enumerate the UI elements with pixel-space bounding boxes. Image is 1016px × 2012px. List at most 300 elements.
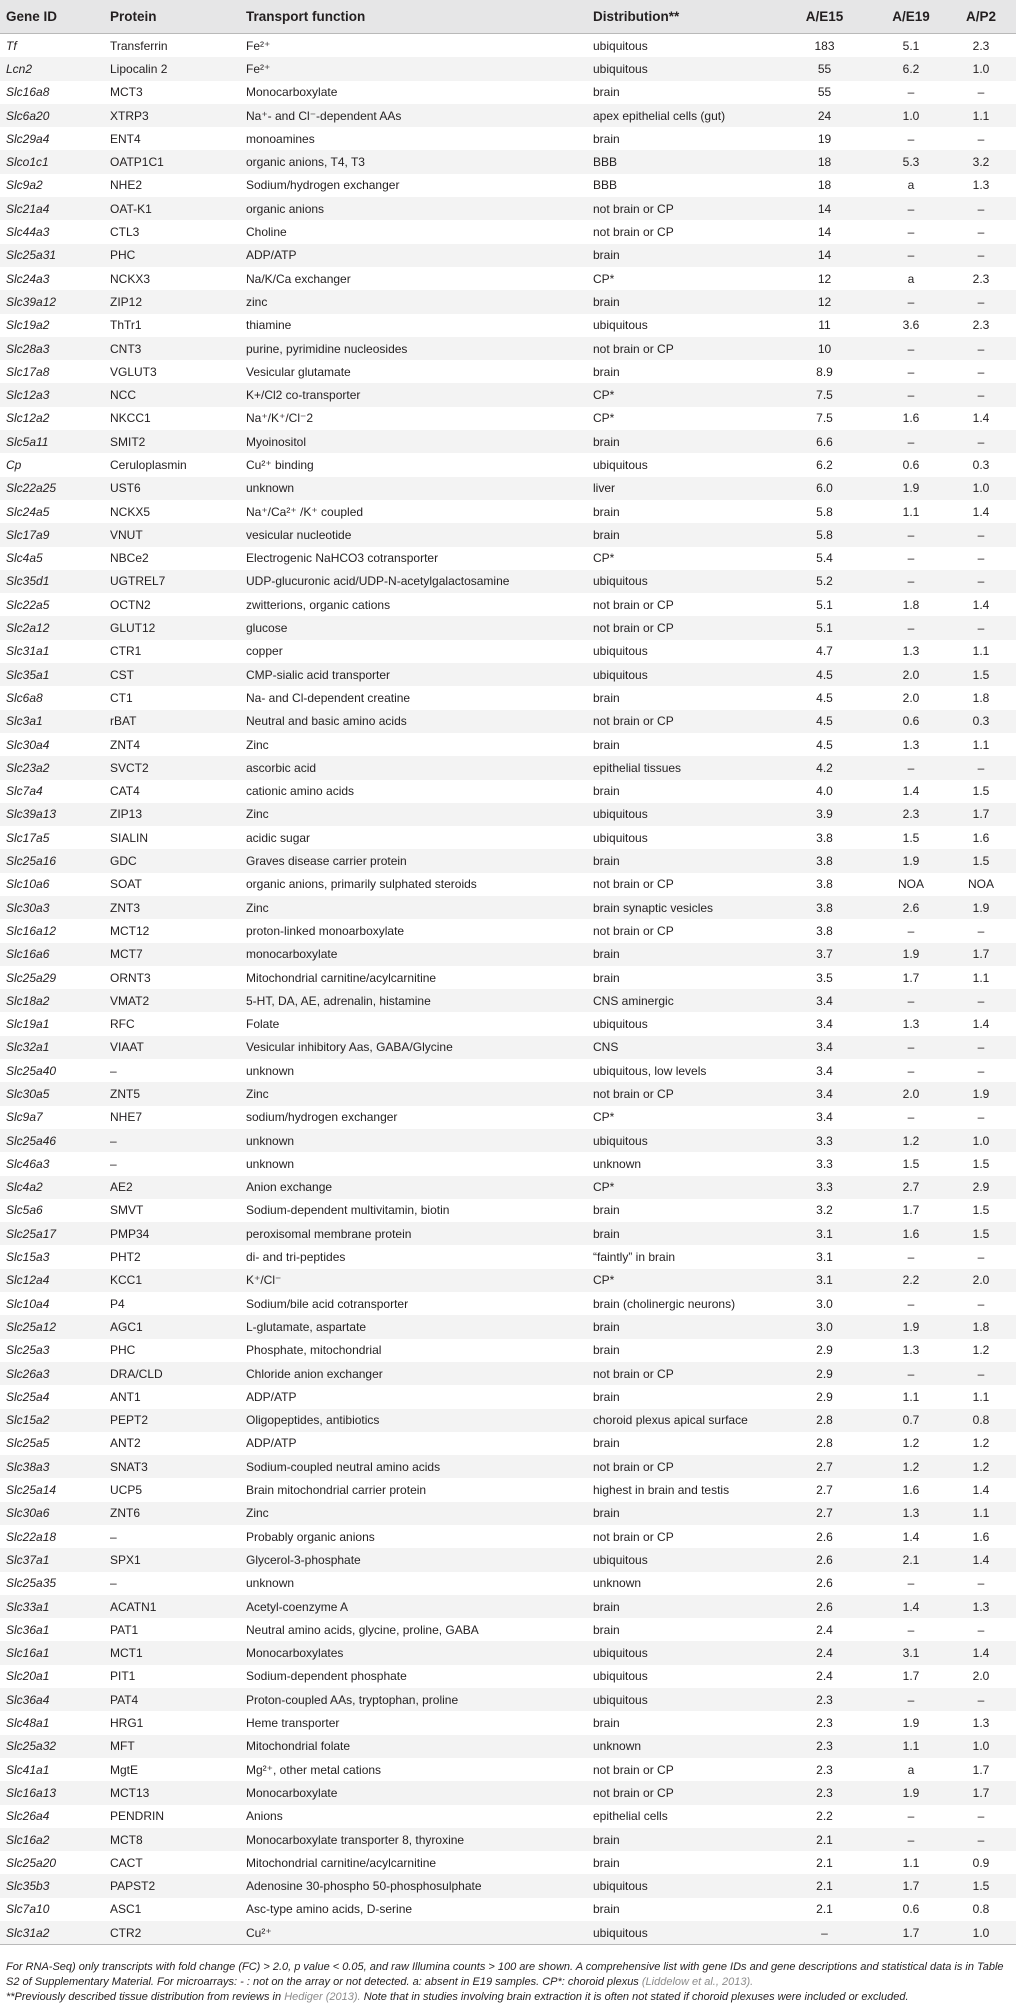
gene-id-cell: Slc44a3 bbox=[6, 225, 50, 240]
a-p2-cell: – bbox=[977, 1296, 985, 1311]
gene-id-cell: Slc46a3 bbox=[6, 1156, 50, 1171]
table-row bbox=[0, 244, 1016, 267]
transport-function-cell: monocarboxylate bbox=[246, 943, 593, 966]
transport-function-cell: Brain mitochondrial carrier protein bbox=[246, 1483, 427, 1498]
gene-id-cell: Slc29a4 bbox=[6, 131, 50, 146]
protein-cell: PAT1 bbox=[110, 1622, 139, 1637]
a-e15-cell: 14 bbox=[773, 197, 876, 220]
protein-cell: PAPST2 bbox=[110, 1874, 246, 1897]
gene-id-cell: Slc20a1 bbox=[6, 1669, 50, 1684]
gene-id-cell: Slc3a1 bbox=[0, 710, 110, 733]
table-row bbox=[0, 616, 1016, 639]
a-e19-cell: – bbox=[876, 570, 946, 593]
table-header bbox=[0, 0, 1016, 34]
protein-cell: GDC bbox=[110, 849, 246, 872]
a-e19-cell: 0.6 bbox=[902, 457, 920, 472]
a-p2-cell: 1.1 bbox=[972, 737, 990, 752]
table-row bbox=[0, 1036, 1016, 1059]
protein-cell: ENT4 bbox=[110, 131, 141, 146]
transport-function-cell: ADP/ATP bbox=[246, 244, 593, 267]
a-e15-cell: 55 bbox=[773, 57, 876, 80]
distribution-cell: CNS bbox=[593, 1036, 773, 1059]
a-e19-cell: 0.6 bbox=[876, 710, 946, 733]
a-e19-cell: 1.1 bbox=[902, 1389, 920, 1404]
distribution-cell: not brain or CP bbox=[593, 337, 773, 360]
a-e15-cell: 6.2 bbox=[816, 457, 833, 472]
a-e15-cell: 3.8 bbox=[816, 877, 833, 892]
a-e19-cell: 1.7 bbox=[902, 1203, 920, 1218]
table-row bbox=[0, 220, 1016, 243]
table-row bbox=[0, 989, 1016, 1012]
protein-cell: RFC bbox=[110, 1017, 135, 1032]
transport-function-cell: Zinc bbox=[246, 896, 593, 919]
a-e15-cell: 3.4 bbox=[816, 1110, 833, 1125]
header-gene-id: Gene ID bbox=[0, 0, 110, 34]
a-e19-cell: – bbox=[907, 364, 915, 379]
a-p2-cell: – bbox=[946, 1362, 1016, 1385]
transport-function-cell: organic anions, T4, T3 bbox=[246, 150, 593, 173]
protein-cell: ZNT4 bbox=[110, 737, 140, 752]
distribution-cell: ubiquitous bbox=[593, 38, 648, 53]
header-a-p2: A/P2 bbox=[946, 0, 1016, 34]
a-e15-cell: 3.1 bbox=[773, 1269, 876, 1292]
table-row bbox=[0, 1595, 1016, 1618]
a-e19-cell: 1.1 bbox=[902, 504, 920, 519]
table-row bbox=[0, 1874, 1016, 1897]
a-e15-cell: 2.3 bbox=[773, 1735, 876, 1758]
protein-cell: UGTREL7 bbox=[110, 570, 246, 593]
transport-function-cell: 5-HT, DA, AE, adrenalin, histamine bbox=[246, 989, 593, 1012]
footnote-2-ref[interactable]: Hediger (2013). bbox=[284, 1991, 361, 2003]
gene-id-cell: Slc19a1 bbox=[6, 1017, 50, 1032]
gene-id-cell: Slc7a10 bbox=[6, 1902, 50, 1917]
distribution-cell: ubiquitous bbox=[593, 457, 648, 472]
a-e19-cell: – bbox=[907, 551, 915, 566]
protein-cell: ACATN1 bbox=[110, 1595, 246, 1618]
gene-id-cell: Slc16a2 bbox=[0, 1828, 110, 1851]
distribution-cell: not brain or CP bbox=[593, 877, 674, 892]
a-p2-cell: 1.2 bbox=[972, 1436, 990, 1451]
a-e15-cell: 2.3 bbox=[773, 1781, 876, 1804]
a-e15-cell: 7.5 bbox=[816, 411, 833, 426]
a-p2-cell: 0.3 bbox=[972, 457, 990, 472]
table-row bbox=[0, 477, 1016, 500]
distribution-cell: ubiquitous bbox=[593, 1548, 773, 1571]
distribution-cell: not brain or CP bbox=[593, 1529, 674, 1544]
gene-id-cell: Slc21a4 bbox=[0, 197, 110, 220]
a-e19-cell: – bbox=[876, 616, 946, 639]
protein-cell: ZIP12 bbox=[110, 290, 246, 313]
table-row bbox=[0, 873, 1016, 896]
footnote-2-text: **Previously described tissue distribution from reviews in bbox=[6, 1991, 282, 2003]
a-p2-cell: 1.8 bbox=[972, 690, 990, 705]
transport-function-cell: Sodium/bile acid cotransporter bbox=[246, 1296, 409, 1311]
transport-function-cell: Graves disease carrier protein bbox=[246, 849, 593, 872]
distribution-cell: brain bbox=[593, 849, 773, 872]
a-p2-cell: – bbox=[946, 1828, 1016, 1851]
a-e19-cell: 1.4 bbox=[902, 784, 920, 799]
a-e19-cell: – bbox=[876, 430, 946, 453]
a-e19-cell: 1.9 bbox=[902, 1716, 920, 1731]
a-e19-cell: – bbox=[907, 1622, 915, 1637]
protein-cell: CACT bbox=[110, 1855, 143, 1870]
a-e19-cell: 1.3 bbox=[902, 1343, 920, 1358]
a-e15-cell: 19 bbox=[817, 131, 832, 146]
a-e15-cell: 2.7 bbox=[816, 1483, 833, 1498]
a-e15-cell: 2.7 bbox=[773, 1502, 876, 1525]
protein-cell: ASC1 bbox=[110, 1902, 142, 1917]
a-p2-cell: 1.2 bbox=[972, 1343, 990, 1358]
transport-function-cell: Proton-coupled AAs, tryptophan, proline bbox=[246, 1688, 593, 1711]
gene-id-cell: Slc15a3 bbox=[6, 1250, 50, 1265]
gene-id-cell: Slc9a7 bbox=[6, 1110, 43, 1125]
a-e15-cell: 3.8 bbox=[773, 896, 876, 919]
table-row bbox=[0, 733, 1016, 756]
a-e15-cell: 4.5 bbox=[816, 690, 833, 705]
a-p2-cell: 1.4 bbox=[972, 1483, 990, 1498]
distribution-cell: CP* bbox=[593, 1269, 773, 1292]
transport-function-cell: UDP-glucuronic acid/UDP-N-acetylgalactosamine bbox=[246, 570, 593, 593]
protein-cell: Transferrin bbox=[110, 38, 168, 53]
a-e15-cell: 5.2 bbox=[773, 570, 876, 593]
distribution-cell: CP* bbox=[593, 551, 615, 566]
a-e15-cell: 2.1 bbox=[816, 1855, 833, 1870]
a-e19-cell: 0.6 bbox=[902, 1902, 920, 1917]
a-e15-cell: 3.1 bbox=[816, 1250, 833, 1265]
a-e15-cell: 3.5 bbox=[816, 970, 833, 985]
a-e19-cell: 1.7 bbox=[876, 1874, 946, 1897]
a-e15-cell: 3.4 bbox=[773, 1082, 876, 1105]
protein-cell: UCP5 bbox=[110, 1483, 143, 1498]
protein-cell: NCKX5 bbox=[110, 504, 151, 519]
a-e19-cell: – bbox=[907, 1296, 915, 1311]
transport-function-cell: zwitterions, organic cations bbox=[246, 597, 391, 612]
protein-cell: NCC bbox=[110, 383, 246, 406]
table-row bbox=[0, 1641, 1016, 1664]
gene-id-cell: Slc25a14 bbox=[6, 1483, 57, 1498]
a-p2-cell: 2.3 bbox=[972, 271, 990, 286]
gene-id-cell: Slc25a4 bbox=[6, 1389, 50, 1404]
table-row bbox=[0, 407, 1016, 430]
a-e19-cell: 1.9 bbox=[876, 849, 946, 872]
table-row bbox=[0, 314, 1016, 337]
a-e15-cell: 3.8 bbox=[773, 849, 876, 872]
protein-cell: SOAT bbox=[110, 877, 142, 892]
protein-cell: MCT12 bbox=[110, 923, 150, 938]
a-p2-cell: – bbox=[946, 337, 1016, 360]
gene-id-cell: Slc30a6 bbox=[0, 1502, 110, 1525]
distribution-cell: not brain or CP bbox=[593, 923, 674, 938]
protein-cell: ANT1 bbox=[110, 1389, 141, 1404]
table-row bbox=[0, 1525, 1016, 1548]
a-p2-cell: – bbox=[977, 1110, 985, 1125]
a-e15-cell: 4.0 bbox=[816, 784, 833, 799]
protein-cell: CTR2 bbox=[110, 1921, 246, 1945]
gene-id-cell: Slc22a25 bbox=[0, 477, 110, 500]
a-e19-cell: – bbox=[876, 1362, 946, 1385]
a-e19-cell: 2.0 bbox=[876, 663, 946, 686]
a-e19-cell: 1.3 bbox=[902, 737, 920, 752]
protein-cell: OCTN2 bbox=[110, 597, 151, 612]
transport-function-cell: Myoinositol bbox=[246, 430, 593, 453]
distribution-cell: brain bbox=[593, 131, 620, 146]
gene-id-cell: Slc10a4 bbox=[6, 1296, 50, 1311]
gene-id-cell: Slc5a6 bbox=[6, 1203, 43, 1218]
gene-id-cell: Slc25a46 bbox=[0, 1129, 110, 1152]
transport-function-cell: Na⁺/Ca²⁺ /K⁺ coupled bbox=[246, 504, 364, 519]
a-e19-cell: – bbox=[876, 756, 946, 779]
gene-id-cell: Slc26a4 bbox=[6, 1809, 50, 1824]
a-e19-cell: 2.0 bbox=[876, 1082, 946, 1105]
distribution-cell: brain bbox=[593, 85, 620, 100]
protein-cell: PMP34 bbox=[110, 1222, 246, 1245]
a-e15-cell: 18 bbox=[817, 178, 832, 193]
transport-function-cell: unknown bbox=[246, 1063, 295, 1078]
gene-id-cell: Slc39a13 bbox=[0, 803, 110, 826]
distribution-cell: unknown bbox=[593, 1576, 642, 1591]
protein-cell: PHC bbox=[110, 1343, 136, 1358]
table-row bbox=[0, 1315, 1016, 1338]
a-e19-cell: – bbox=[907, 923, 915, 938]
table-row bbox=[0, 593, 1016, 616]
protein-cell: AE2 bbox=[110, 1176, 246, 1199]
gene-id-cell: Slc33a1 bbox=[0, 1595, 110, 1618]
a-e15-cell: 5.4 bbox=[816, 551, 833, 566]
table-row bbox=[0, 1292, 1016, 1315]
table-row bbox=[0, 1711, 1016, 1734]
distribution-cell: ubiquitous bbox=[593, 570, 773, 593]
a-e19-cell: 1.7 bbox=[902, 970, 920, 985]
distribution-cell: brain bbox=[593, 1622, 620, 1637]
a-p2-cell: 2.9 bbox=[946, 1176, 1016, 1199]
distribution-cell: brain bbox=[593, 504, 620, 519]
gene-id-cell: Slc36a1 bbox=[6, 1622, 50, 1637]
transport-function-cell: monoamines bbox=[246, 131, 315, 146]
table-row bbox=[0, 500, 1016, 523]
protein-cell: VMAT2 bbox=[110, 989, 246, 1012]
gene-id-cell: Slc16a13 bbox=[0, 1781, 110, 1804]
a-e19-cell: – bbox=[907, 1809, 915, 1824]
a-e19-cell: – bbox=[907, 1063, 915, 1078]
distribution-cell: highest in brain and testis bbox=[593, 1483, 730, 1498]
transport-function-cell: Neutral amino acids, glycine, proline, GABA bbox=[246, 1622, 479, 1637]
gene-id-cell: Slc41a1 bbox=[6, 1762, 50, 1777]
a-e15-cell: 3.0 bbox=[816, 1296, 833, 1311]
a-e19-cell: 1.4 bbox=[902, 1529, 920, 1544]
table-row bbox=[0, 1921, 1016, 1945]
gene-id-cell: Slc15a2 bbox=[0, 1409, 110, 1432]
transport-function-cell: vesicular nucleotide bbox=[246, 523, 593, 546]
protein-cell: ANT2 bbox=[110, 1436, 141, 1451]
gene-id-cell: Slc6a20 bbox=[0, 104, 110, 127]
table-footnotes bbox=[6, 1960, 1010, 2005]
protein-cell: ZNT3 bbox=[110, 896, 246, 919]
table-row bbox=[0, 1059, 1016, 1082]
gene-id-cell: Slc17a8 bbox=[6, 364, 50, 379]
a-p2-cell: 1.7 bbox=[946, 803, 1016, 826]
distribution-cell: choroid plexus apical surface bbox=[593, 1409, 773, 1432]
distribution-cell: brain bbox=[593, 1855, 620, 1870]
a-p2-cell: 1.1 bbox=[972, 644, 990, 659]
table-row bbox=[0, 756, 1016, 779]
distribution-cell: brain bbox=[593, 784, 620, 799]
gene-id-cell: Slc25a12 bbox=[0, 1315, 110, 1338]
a-e19-cell: 2.1 bbox=[876, 1548, 946, 1571]
gene-id-cell: Slc25a20 bbox=[6, 1855, 57, 1870]
distribution-cell: liver bbox=[593, 477, 773, 500]
a-e15-cell: 2.3 bbox=[816, 1716, 833, 1731]
a-e19-cell: – bbox=[876, 197, 946, 220]
a-e15-cell: 3.7 bbox=[773, 943, 876, 966]
table-row bbox=[0, 150, 1016, 173]
footnote-1-ref[interactable]: (Liddelow et al., 2013). bbox=[641, 1976, 754, 1988]
gene-id-cell: Slc25a40 bbox=[6, 1063, 57, 1078]
distribution-cell: brain bbox=[593, 1828, 773, 1851]
a-e19-cell: – bbox=[907, 131, 915, 146]
a-e15-cell: 183 bbox=[814, 38, 835, 53]
protein-cell: PEPT2 bbox=[110, 1409, 246, 1432]
distribution-cell: brain bbox=[593, 1389, 620, 1404]
protein-cell: SMVT bbox=[110, 1203, 144, 1218]
gene-id-cell: Slc4a5 bbox=[6, 551, 43, 566]
transport-function-cell: unknown bbox=[246, 1129, 593, 1152]
gene-id-cell: Slc24a3 bbox=[6, 271, 50, 286]
distribution-cell: CP* bbox=[593, 1176, 773, 1199]
table-row bbox=[0, 81, 1016, 104]
a-p2-cell: – bbox=[977, 1809, 985, 1824]
a-p2-cell: 1.0 bbox=[946, 477, 1016, 500]
table-row bbox=[0, 1665, 1016, 1688]
transport-function-cell: Heme transporter bbox=[246, 1716, 340, 1731]
distribution-cell: brain bbox=[593, 1436, 620, 1451]
a-p2-cell: 1.7 bbox=[946, 1781, 1016, 1804]
distribution-cell: BBB bbox=[593, 178, 618, 193]
gene-id-cell: Slc16a6 bbox=[0, 943, 110, 966]
a-e19-cell: NOA bbox=[897, 877, 924, 892]
table-row bbox=[0, 803, 1016, 826]
protein-cell: PAT4 bbox=[110, 1688, 246, 1711]
transport-function-cell: thiamine bbox=[246, 318, 292, 333]
table-row bbox=[0, 1455, 1016, 1478]
distribution-cell: not brain or CP bbox=[593, 1455, 773, 1478]
table-row bbox=[0, 1106, 1016, 1129]
protein-cell: PHT2 bbox=[110, 1250, 141, 1265]
a-p2-cell: – bbox=[946, 756, 1016, 779]
a-e19-cell: 1.2 bbox=[902, 1436, 920, 1451]
a-e15-cell: 2.8 bbox=[773, 1409, 876, 1432]
distribution-cell: apex epithelial cells (gut) bbox=[593, 104, 773, 127]
distribution-cell: brain (cholinergic neurons) bbox=[593, 1296, 736, 1311]
protein-cell: ZNT5 bbox=[110, 1082, 246, 1105]
transport-function-cell: cationic amino acids bbox=[246, 784, 355, 799]
protein-cell: Ceruloplasmin bbox=[110, 457, 187, 472]
gene-id-cell: Slc23a2 bbox=[0, 756, 110, 779]
a-e15-cell: 2.6 bbox=[816, 1576, 833, 1591]
a-e19-cell: – bbox=[876, 523, 946, 546]
gene-id-cell: Tf bbox=[6, 38, 17, 53]
distribution-cell: brain bbox=[593, 244, 773, 267]
a-e15-cell: 3.2 bbox=[816, 1203, 833, 1218]
a-e15-cell: 3.1 bbox=[773, 1222, 876, 1245]
a-e15-cell: 4.7 bbox=[816, 644, 833, 659]
transport-function-cell: Asc-type amino acids, D-serine bbox=[246, 1902, 413, 1917]
distribution-cell: unknown bbox=[593, 1156, 642, 1171]
protein-cell: – bbox=[110, 1129, 246, 1152]
a-e15-cell: 3.4 bbox=[816, 1017, 833, 1032]
a-e19-cell: – bbox=[876, 1688, 946, 1711]
a-p2-cell: 3.2 bbox=[946, 150, 1016, 173]
a-e19-cell: 1.3 bbox=[902, 644, 920, 659]
protein-cell: PIT1 bbox=[110, 1669, 136, 1684]
transport-function-cell: Monocarboxylate bbox=[246, 85, 338, 100]
table-row bbox=[0, 104, 1016, 127]
a-p2-cell: 1.7 bbox=[946, 943, 1016, 966]
protein-cell: MCT8 bbox=[110, 1828, 246, 1851]
a-e19-cell: 1.1 bbox=[902, 1855, 920, 1870]
transport-function-cell: Mg²⁺, other metal cations bbox=[246, 1762, 382, 1777]
transport-function-cell: Monocarboxylate bbox=[246, 1781, 593, 1804]
a-e19-cell: 1.3 bbox=[902, 1017, 920, 1032]
transport-function-cell: Anions bbox=[246, 1809, 283, 1824]
distribution-cell: brain bbox=[593, 1595, 773, 1618]
a-p2-cell: 1.5 bbox=[972, 1156, 990, 1171]
a-e15-cell: 5.8 bbox=[816, 504, 833, 519]
protein-cell: SNAT3 bbox=[110, 1455, 246, 1478]
a-p2-cell: 1.5 bbox=[972, 784, 990, 799]
table-row bbox=[0, 57, 1016, 80]
transport-function-cell: Sodium-dependent phosphate bbox=[246, 1669, 407, 1684]
protein-cell: NBCe2 bbox=[110, 551, 149, 566]
a-e19-cell: 1.2 bbox=[876, 1455, 946, 1478]
a-e15-cell: 12 bbox=[817, 271, 832, 286]
a-e19-cell: 1.6 bbox=[902, 411, 920, 426]
a-e15-cell: 24 bbox=[773, 104, 876, 127]
distribution-cell: brain bbox=[593, 690, 620, 705]
gene-id-cell: Slc25a3 bbox=[6, 1343, 50, 1358]
a-p2-cell: 2.3 bbox=[972, 38, 990, 53]
table-row bbox=[0, 780, 1016, 803]
distribution-cell: ubiquitous, low levels bbox=[593, 1063, 707, 1078]
distribution-cell: ubiquitous bbox=[593, 803, 773, 826]
table-row bbox=[0, 547, 1016, 570]
transport-function-cell: purine, pyrimidine nucleosides bbox=[246, 337, 593, 360]
a-p2-cell: 1.0 bbox=[946, 1129, 1016, 1152]
gene-id-cell: Slc22a5 bbox=[6, 597, 50, 612]
transport-function-cell: Zinc bbox=[246, 803, 593, 826]
table-row bbox=[0, 1245, 1016, 1268]
protein-cell: CNT3 bbox=[110, 337, 246, 360]
a-e15-cell: 5.1 bbox=[816, 597, 833, 612]
table-row bbox=[0, 430, 1016, 453]
transport-function-cell: ADP/ATP bbox=[246, 1389, 297, 1404]
transport-function-cell: Mitochondrial carnitine/acylcarnitine bbox=[246, 1855, 437, 1870]
distribution-cell: ubiquitous bbox=[593, 1688, 773, 1711]
gene-id-cell: Slc38a3 bbox=[0, 1455, 110, 1478]
transport-function-cell: zinc bbox=[246, 290, 593, 313]
table-row bbox=[0, 1409, 1016, 1432]
a-e19-cell: – bbox=[876, 1036, 946, 1059]
a-e19-cell: – bbox=[907, 225, 915, 240]
gene-id-cell: Slc12a3 bbox=[0, 383, 110, 406]
gene-id-cell: Slc25a31 bbox=[0, 244, 110, 267]
gene-id-cell: Slc30a5 bbox=[0, 1082, 110, 1105]
gene-id-cell: Slc25a35 bbox=[6, 1576, 57, 1591]
protein-cell: GLUT12 bbox=[110, 616, 246, 639]
transport-function-cell: Acetyl-coenzyme A bbox=[246, 1595, 593, 1618]
gene-id-cell: Slc16a8 bbox=[6, 85, 50, 100]
table-row bbox=[0, 826, 1016, 849]
a-p2-cell: 1.5 bbox=[972, 1203, 990, 1218]
